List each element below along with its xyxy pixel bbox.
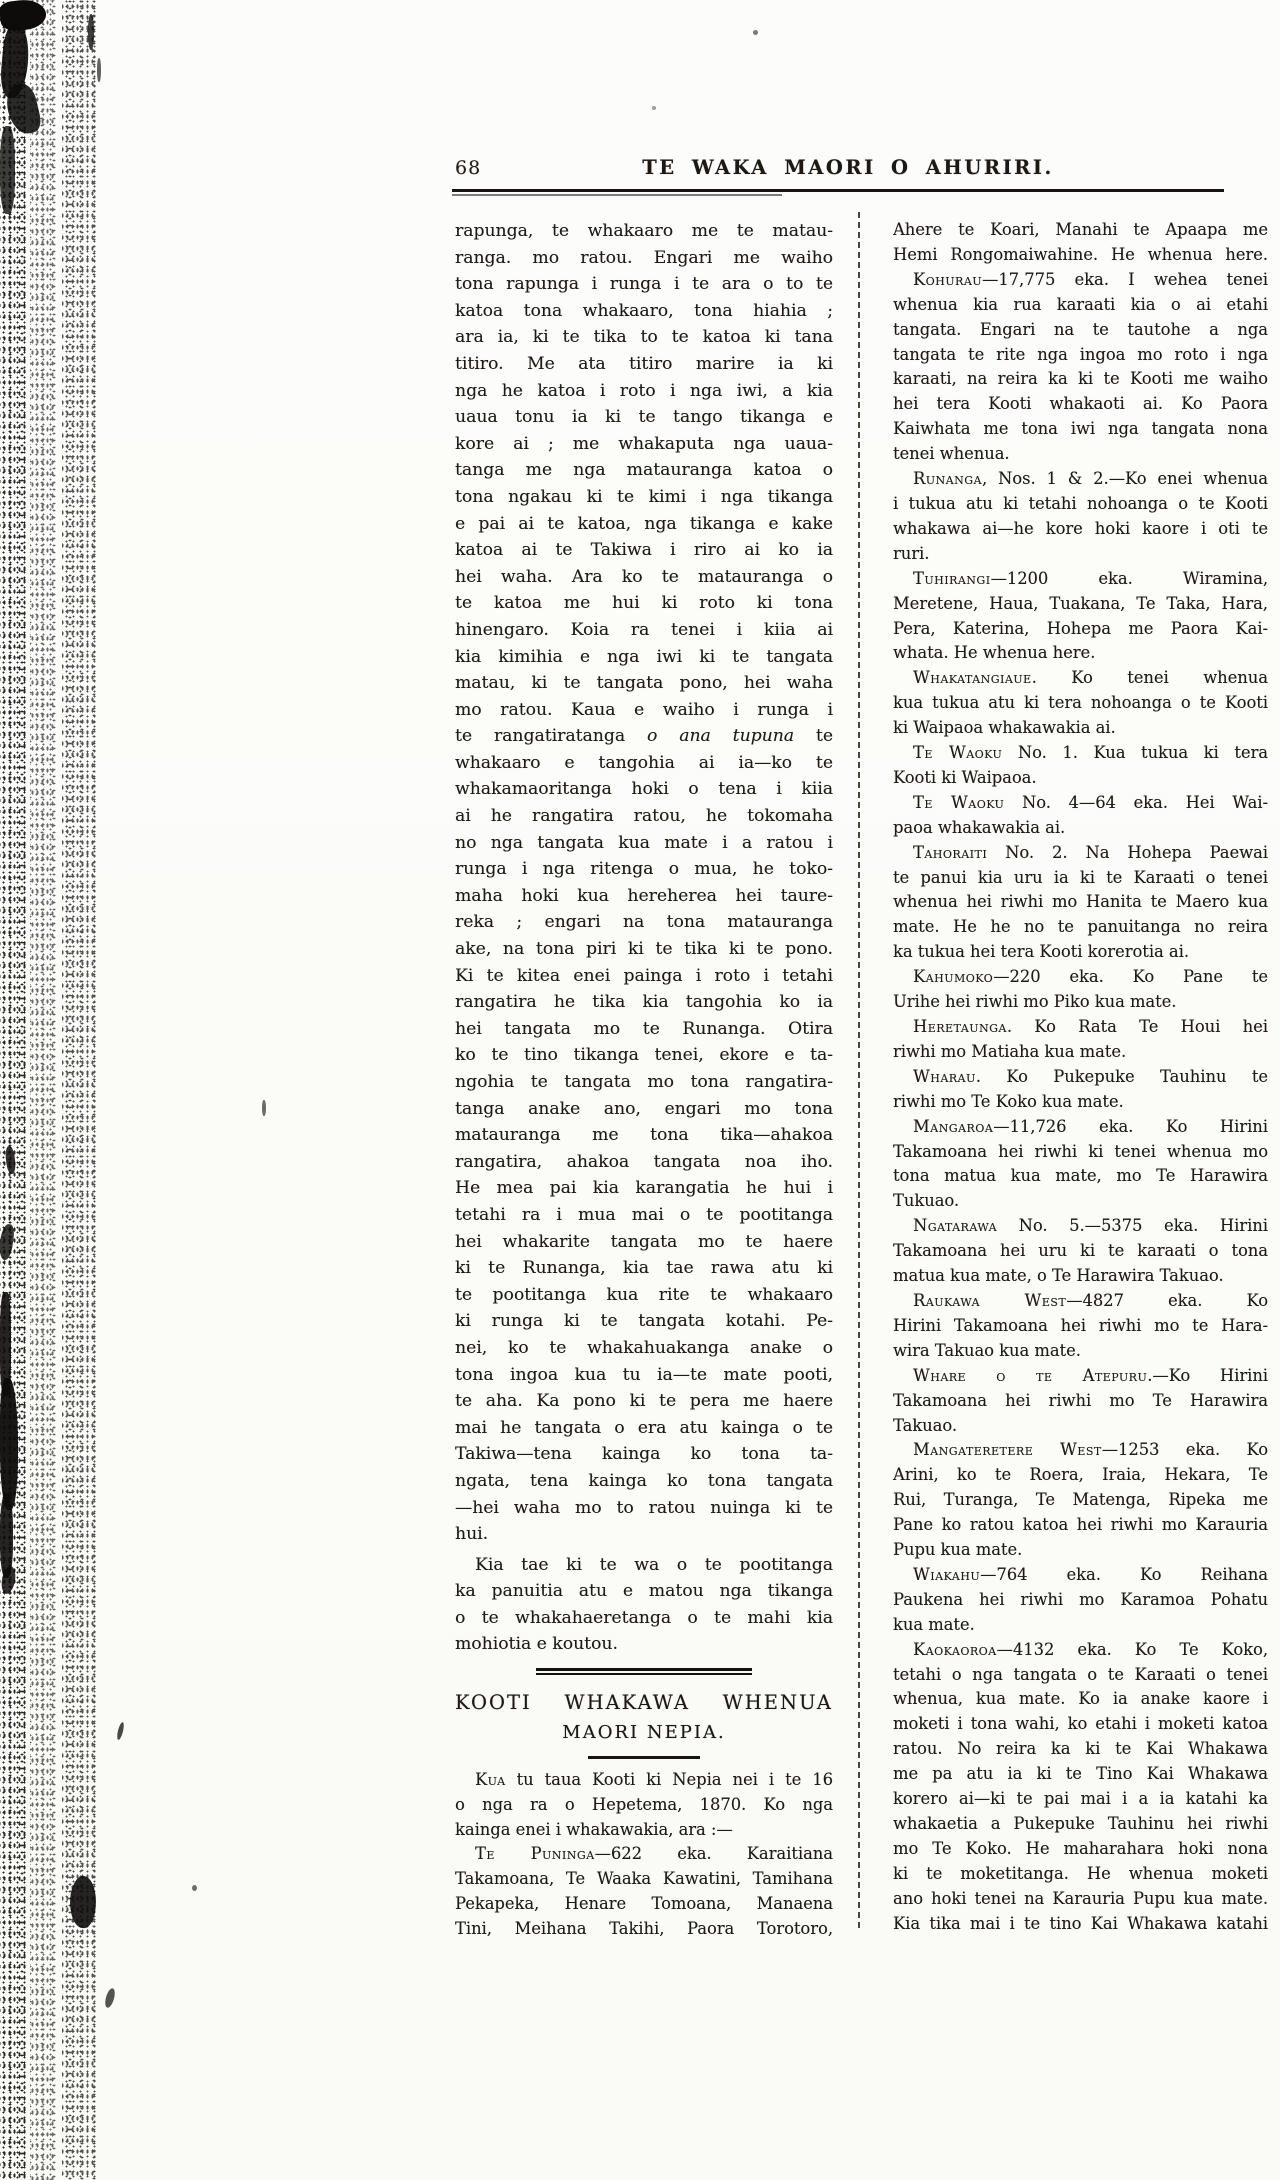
text-line: Takamoana hei riwhi mo Te Harawira	[893, 1390, 1268, 1410]
text-line: mo Te Koko. He maharahara hoki nona	[893, 1838, 1268, 1858]
text-line: mo ratou. Kaua e waiho i runga i	[455, 699, 833, 720]
text-line: Ahere te Koari, Manahi te Apaapa me	[893, 220, 1268, 239]
paragraph	[893, 567, 1268, 667]
text-line: ruri.	[893, 543, 930, 563]
text-line: hei tangata mo te Runanga. Otira	[455, 1018, 833, 1039]
small-caps-name: Mangaroa	[913, 1116, 994, 1136]
text-line: Tukuao.	[893, 1191, 960, 1211]
scan-artifact	[192, 1885, 197, 1891]
text-line: titiro. Me ata titiro marire ia ki	[455, 353, 833, 374]
text-line: i tukua atu ki tetahi nohoanga o te Kooti	[893, 493, 1268, 513]
text-line: ki te Runanga, kia tae rawa atu ki	[455, 1258, 833, 1279]
text-line: tona ingoa kua tu ia—te mate pooti,	[455, 1364, 833, 1385]
text-line: Kahumoko—220 eka. Ko Pane te	[913, 967, 1268, 987]
text-line: Pane ko ratou katoa hei riwhi mo Karauria	[893, 1515, 1268, 1535]
scan-artifact	[0, 1378, 18, 1510]
text-line: tangata te rite nga ingoa mo roto i nga	[893, 344, 1268, 364]
paragraph	[893, 268, 1268, 467]
text-line: ki te moketitanga. He whenua moketi	[893, 1863, 1268, 1883]
small-caps-name: Te Waoku	[913, 743, 1003, 763]
text-line: rapunga, te whakaaro me te matau-	[455, 221, 833, 241]
small-caps-name: Tahoraiti	[913, 842, 988, 862]
text-line: Takiwa—tena kainga ko tona ta-	[455, 1444, 833, 1465]
text-line: tetahi o nga tangata o te Karaati o tenei	[893, 1664, 1268, 1684]
text-line: ano hoki tenei na Karauria Pupu kua mate.	[893, 1888, 1268, 1908]
header-rule	[452, 189, 1224, 192]
italic-text: o ana tupuna	[646, 726, 795, 747]
small-caps-name: Whakatangiaue	[913, 668, 1032, 688]
text-line: Wharau. Ko Pukepuke Tauhinu te	[913, 1066, 1268, 1086]
text-line: matau, ki te tangata pono, hei waha	[455, 673, 833, 694]
text-line: Pekapeka, Henare Tomoana, Manaena	[455, 1894, 833, 1914]
text-line: katoa tona whakaaro, tona hiahia ;	[455, 300, 833, 321]
text-line: riwhi mo Matiaha kua mate.	[893, 1041, 1127, 1061]
text-line: whata. He whenua here.	[893, 643, 1096, 663]
paragraph	[893, 1115, 1268, 1215]
text-line: ara ia, ki te tika to te katoa ki tana	[455, 327, 833, 348]
text-line: whenua, kua mate. Ko ia anake kaore i	[893, 1689, 1268, 1709]
small-caps-name: Wiakahu	[913, 1564, 981, 1584]
text-line: matua kua mate, o Te Harawira Takuao.	[893, 1266, 1224, 1286]
text-line: te aha. Ka pono ki te pera me haere	[455, 1391, 833, 1412]
text-line: ko te tino tikanga tenei, ekore e ta-	[455, 1045, 833, 1066]
text-line: kua tukua atu ki tera nohoanga o te Kooti	[893, 693, 1268, 713]
text-line: me pa atu ia ki te Tino Kai Whakawa	[893, 1764, 1268, 1784]
paragraph	[893, 841, 1268, 966]
text-line: Tini, Meihana Takihi, Paora Torotoro,	[455, 1919, 833, 1939]
section-divider-rule	[536, 1668, 752, 1675]
text-line: whakamaoritanga hoki o tena i kiia	[455, 779, 833, 800]
text-line: nei, ko te whakahuakanga anake o	[455, 1337, 833, 1358]
text-line: Pupu kua mate.	[893, 1540, 1023, 1560]
text-line: Takamoana, Te Waaka Kawatini, Tamihana	[455, 1869, 833, 1889]
text-line: Meretene, Haua, Tuakana, Te Taka, Hara,	[893, 593, 1268, 613]
section-heading-line2: MAORI NEPIA.	[562, 1721, 726, 1743]
text-line: te panui kia uru ia ki te Karaati o tenei	[893, 867, 1268, 887]
text-line: tona rapunga i runga i te ara o to te	[455, 274, 833, 295]
paragraph	[893, 1065, 1268, 1115]
section-short-rule	[588, 1756, 700, 1759]
text-line: Ki te kitea enei painga i roto i tetahi	[455, 965, 833, 986]
small-caps-name: Runanga	[913, 469, 982, 489]
text-line: moketi i tona wahi, ko etahi i moketi katoa	[893, 1714, 1268, 1734]
small-caps-name: Mangateretere West	[913, 1440, 1102, 1460]
text-line: Takamoana hei riwhi ki tenei whenua mo	[893, 1141, 1268, 1161]
text-line: Kohurau—17,775 eka. I wehea tenei	[913, 269, 1268, 289]
text-line: Kia tika mai i te tino Kai Whakawa katahi	[893, 1913, 1268, 1933]
text-line: katoa ai te Takiwa i riro ai ko ia	[455, 540, 833, 561]
text-line: Rui, Turanga, Te Matenga, Ripeka me	[893, 1490, 1268, 1510]
text-line: Urihe hei riwhi mo Piko kua mate.	[893, 992, 1177, 1012]
text-line: kua mate.	[893, 1614, 975, 1634]
text-line: Kooti ki Waipaoa.	[893, 767, 1037, 787]
text-line: Kaiwhata me tona iwi nga tangata nona	[893, 419, 1268, 439]
small-caps-name: Heretaunga	[913, 1017, 1007, 1036]
scan-artifact	[103, 1987, 116, 2008]
paragraph	[893, 1214, 1268, 1289]
text-line: hinengaro. Koia ra tenei i kiia ai	[455, 619, 833, 640]
paragraph	[893, 218, 1268, 268]
scan-artifact	[88, 14, 94, 50]
text-line: Tuhirangi—1200 eka. Wiramina,	[913, 568, 1268, 588]
text-line: Heretaunga. Ko Rata Te Houi hei	[913, 1017, 1268, 1036]
scan-artifact	[116, 1722, 125, 1741]
text-line: tanga anake ano, engari mo tona	[455, 1098, 833, 1119]
page-number: 68	[455, 157, 482, 179]
masthead-title: TE WAKA MAORI O AHURIRI.	[642, 156, 1054, 179]
text-line: Te Puninga—622 eka. Karaitiana	[475, 1844, 833, 1864]
text-line: Kaokaoroa—4132 eka. Ko Te Koko,	[913, 1639, 1268, 1659]
text-line: rangatira, ahakoa tangata noa iho.	[455, 1151, 833, 1172]
text-line: ki runga ki te tangata kotahi. Pe-	[455, 1311, 833, 1332]
text-line: —hei waha mo to ratou nuinga ki te	[455, 1497, 833, 1518]
text-line: ka tukua hei tera Kooti korerotia ai.	[893, 942, 1190, 962]
text-line: Wiakahu—764 eka. Ko Reihana	[913, 1564, 1268, 1584]
text-line: o te whakahaeretanga o te mahi kia	[455, 1607, 833, 1628]
left-column-body	[455, 218, 833, 1658]
paragraph	[893, 1289, 1268, 1364]
text-line: mai he tangata o era atu kainga o te	[455, 1417, 833, 1438]
text-line: te katoa me hui ki roto ki tona	[455, 593, 833, 614]
paragraph	[893, 1364, 1268, 1439]
text-line: ai he rangatira ratou, he tokomaha	[455, 806, 833, 827]
paragraph	[455, 1842, 833, 1942]
text-line: ki Waipaoa whakawakia ai.	[893, 718, 1116, 738]
text-line: Runanga, Nos. 1 & 2.—Ko enei whenua	[913, 469, 1268, 489]
scan-artifact	[0, 126, 15, 214]
text-line: riwhi mo Te Koko kua mate.	[893, 1091, 1124, 1111]
text-line: tangata. Engari na te tautohe a nga	[893, 319, 1268, 339]
text-line: e pai ai te katoa, nga tikanga e kake	[455, 513, 833, 534]
paragraph	[893, 1015, 1268, 1065]
text-line: reka ; engari na tona matauranga	[455, 912, 833, 933]
small-caps-name: Wharau	[913, 1066, 976, 1086]
text-line: maha hoki kua hereherea hei taure-	[455, 885, 833, 906]
text-line: Arini, ko te Roera, Iraia, Hekara, Te	[893, 1465, 1268, 1485]
small-caps-name: Tuhirangi	[913, 568, 991, 588]
paragraph	[893, 1438, 1268, 1563]
right-column	[893, 218, 1268, 1937]
small-caps-name: Raukawa West	[913, 1290, 1067, 1310]
text-line: Pera, Katerina, Hohepa me Paora Kai-	[893, 618, 1268, 638]
text-line: hei tera Kooti whakaoti ai. Ko Paora	[893, 394, 1268, 414]
small-caps-name: Te Puninga	[475, 1844, 595, 1864]
scan-artifact	[753, 30, 758, 35]
text-line: Hemi Rongomaiwahine. He whenua here.	[893, 244, 1268, 264]
text-line: ngata, tena kainga ko tona tangata	[455, 1470, 833, 1491]
paragraph	[893, 741, 1268, 791]
text-line: whakaaro e tangohia ai ia—ko te	[455, 752, 833, 773]
text-line: ake, na tona piri ki te tika ki te pono.	[455, 939, 833, 960]
text-line: Ngatarawa No. 5.—5375 eka. Hirini	[913, 1216, 1268, 1236]
text-line: hei waha. Ara ko te matauranga o	[455, 566, 833, 587]
text-line: Kua tu taua Kooti ki Nepia nei i te 16	[475, 1769, 833, 1789]
section-body	[455, 1768, 833, 1942]
text-line: tanga me nga matauranga katoa o	[455, 460, 833, 481]
text-line: wira Takuao kua mate.	[893, 1340, 1081, 1360]
text-line: te pootitanga kua rite te whakaaro	[455, 1284, 833, 1305]
text-line: Hirini Takamoana hei riwhi mo te Hara-	[893, 1315, 1268, 1335]
small-caps-name: Whare o te Atepuru	[913, 1365, 1148, 1385]
text-line: nga he katoa i roto i nga iwi, a kia	[455, 380, 833, 401]
text-line: whenua hei riwhi mo Hanita te Maero kua	[893, 892, 1268, 912]
text-line: whakaetia a Pukepuke Tauhinu hei riwhi	[893, 1814, 1268, 1833]
text-line: kore ai ; me whakaputa nga uaua-	[455, 433, 833, 454]
text-line: whakawa ai—he kore hoki kaore i oti te	[893, 518, 1268, 538]
text-line: ngohia te tangata mo tona rangatira-	[455, 1072, 833, 1092]
scan-noise-band	[62, 0, 96, 2180]
small-caps-name: Ngatarawa	[913, 1216, 998, 1236]
text-line: ratou. No reira ka ki te Kai Whakawa	[893, 1739, 1268, 1759]
text-line: Raukawa West—4827 eka. Ko	[913, 1290, 1268, 1310]
text-line: korero ai—ki te pai mai i a ia katahi ka	[893, 1789, 1268, 1809]
scan-noise-band	[0, 0, 26, 2180]
text-line: matauranga me tona tika—ahakoa	[455, 1125, 833, 1146]
text-line: ranga. mo ratou. Engari me waiho	[455, 247, 833, 268]
text-line: Whare o te Atepuru.—Ko Hirini	[913, 1365, 1269, 1385]
paragraph	[893, 1638, 1268, 1937]
text-line: paoa whakawakia ai.	[893, 817, 1066, 837]
paragraph	[455, 218, 833, 1548]
text-line: kia kimihia e nga iwi ki te tangata	[455, 646, 833, 667]
column-divider	[858, 212, 860, 1928]
text-line: Tahoraiti No. 2. Na Hohepa Paewai	[913, 842, 1268, 862]
text-line: ka panuitia atu e matou nga tikanga	[455, 1581, 833, 1602]
text-line: He mea pai kia karangatia he hui i	[455, 1178, 833, 1199]
scan-artifact	[262, 1100, 266, 1116]
small-caps-name: Te Waoku	[913, 792, 1005, 812]
text-line: mohiotia e koutou.	[455, 1634, 618, 1655]
text-line: karaati, na reira ka ki te Kooti me waiho	[893, 369, 1268, 389]
left-column	[455, 218, 833, 1942]
paragraph	[455, 1768, 833, 1843]
paragraph	[893, 965, 1268, 1015]
text-line: uaua tonu ia ki te tango tikanga e	[455, 407, 833, 428]
small-caps-name: Kahumoko	[913, 967, 994, 987]
text-line: Mangateretere West—1253 eka. Ko	[913, 1440, 1268, 1460]
text-line: tona ngakau ki te kimi i nga tikanga	[455, 486, 833, 507]
text-line: no nga tangata kua mate i a ratou i	[455, 832, 833, 853]
text-line: tenei whenua.	[893, 444, 1010, 464]
paragraph	[893, 1563, 1268, 1638]
small-caps-name: Kohurau	[913, 269, 983, 289]
text-line: hui.	[455, 1524, 489, 1545]
text-line: Kia tae ki te wa o te pootitanga	[475, 1554, 833, 1575]
small-caps-name: Kaokaoroa	[913, 1639, 997, 1659]
text-line: Takamoana hei uru ki te karaati o tona	[893, 1241, 1268, 1261]
header-rule-echo	[452, 194, 782, 196]
text-line: hei whakarite tangata mo te haere	[455, 1231, 833, 1252]
text-line: rangatira he tika kia tangohia ko ia	[455, 992, 833, 1013]
paragraph	[893, 666, 1268, 741]
paragraph	[455, 1552, 833, 1658]
scan-artifact	[652, 106, 656, 110]
text-line: mate. He he no te panuitanga no reira	[893, 917, 1268, 937]
scan-artifact	[97, 58, 101, 82]
text-line: tona matua kua mate, mo Te Harawira	[893, 1166, 1268, 1186]
paragraph	[893, 791, 1268, 841]
text-line: Paukena hei riwhi mo Karamoa Pohatu	[893, 1589, 1268, 1609]
scan-noise-band	[30, 0, 56, 2180]
text-line: whenua kia rua karaati kia o ai etahi	[893, 294, 1268, 314]
text-line: Whakatangiaue. Ko tenei whenua	[913, 668, 1268, 688]
text-line: Takuao.	[893, 1415, 958, 1435]
text-line: kainga enei i whakawakia, ara :—	[455, 1819, 733, 1839]
section-heading-line1: KOOTI WHAKAWA WHENUA	[455, 1691, 833, 1715]
text-line: Te Waoku No. 4—64 eka. Hei Wai-	[913, 792, 1268, 812]
text-line: Te Waoku No. 1. Kua tukua ki tera	[913, 743, 1268, 763]
text-line: Mangaroa—11,726 eka. Ko Hirini	[913, 1116, 1268, 1136]
text-line: o nga ra o Hepetema, 1870. Ko nga	[455, 1794, 833, 1814]
text-line: runga i nga ritenga o mua, he toko-	[455, 859, 833, 880]
text-line: tetahi ra i mua mai o te pootitanga	[455, 1204, 833, 1225]
small-caps-name: Kua	[475, 1769, 506, 1789]
text-line: te rangatiratanga o ana tupuna te	[455, 726, 833, 747]
paragraph	[893, 467, 1268, 567]
